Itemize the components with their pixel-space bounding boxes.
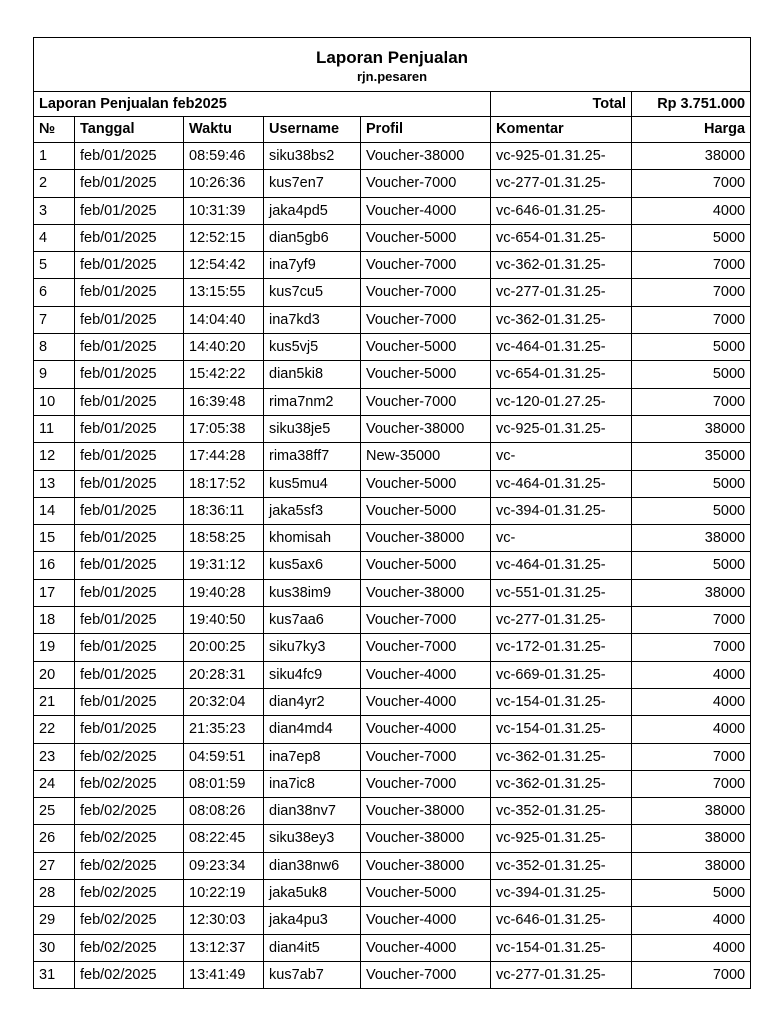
row-number: 12 [34, 443, 75, 470]
row-profile: Voucher-7000 [361, 306, 491, 333]
row-date: feb/01/2025 [75, 607, 184, 634]
table-row [34, 907, 751, 934]
table-row [34, 143, 751, 170]
row-price: 5000 [632, 361, 751, 388]
row-date: feb/01/2025 [75, 716, 184, 743]
row-time: 18:17:52 [184, 470, 264, 497]
row-date: feb/01/2025 [75, 688, 184, 715]
row-profile: Voucher-7000 [361, 607, 491, 634]
row-time: 18:36:11 [184, 497, 264, 524]
row-comment: vc-277-01.31.25- [491, 961, 632, 988]
row-username: dian5gb6 [264, 224, 361, 251]
row-time: 12:52:15 [184, 224, 264, 251]
row-comment: vc-654-01.31.25- [491, 224, 632, 251]
row-price: 4000 [632, 661, 751, 688]
row-profile: Voucher-38000 [361, 798, 491, 825]
table-row [34, 688, 751, 715]
row-profile: Voucher-38000 [361, 852, 491, 879]
row-date: feb/02/2025 [75, 852, 184, 879]
row-username: jaka5sf3 [264, 497, 361, 524]
row-username: dian38nw6 [264, 852, 361, 879]
row-date: feb/01/2025 [75, 579, 184, 606]
row-number: 27 [34, 852, 75, 879]
report-total-value: Rp 3.751.000 [632, 92, 751, 117]
table-row [34, 306, 751, 333]
row-price: 38000 [632, 525, 751, 552]
row-price: 7000 [632, 961, 751, 988]
row-price: 4000 [632, 197, 751, 224]
row-profile: Voucher-4000 [361, 934, 491, 961]
column-header-time: Waktu [184, 117, 264, 143]
column-header-username: Username [264, 117, 361, 143]
report-title-cell [34, 38, 751, 92]
row-time: 15:42:22 [184, 361, 264, 388]
table-row [34, 279, 751, 306]
row-time: 04:59:51 [184, 743, 264, 770]
row-date: feb/02/2025 [75, 743, 184, 770]
row-price: 35000 [632, 443, 751, 470]
column-header-date: Tanggal [75, 117, 184, 143]
row-date: feb/01/2025 [75, 661, 184, 688]
row-comment: vc-154-01.31.25- [491, 716, 632, 743]
row-comment: vc-172-01.31.25- [491, 634, 632, 661]
row-username: kus7cu5 [264, 279, 361, 306]
row-price: 7000 [632, 388, 751, 415]
sales-report-table [33, 37, 751, 989]
row-username: siku38bs2 [264, 143, 361, 170]
row-date: feb/02/2025 [75, 880, 184, 907]
table-row [34, 716, 751, 743]
row-username: ina7ep8 [264, 743, 361, 770]
row-comment: vc-362-01.31.25- [491, 743, 632, 770]
row-date: feb/01/2025 [75, 197, 184, 224]
table-row [34, 852, 751, 879]
row-time: 19:31:12 [184, 552, 264, 579]
row-number: 17 [34, 579, 75, 606]
row-username: rima38ff7 [264, 443, 361, 470]
row-time: 16:39:48 [184, 388, 264, 415]
column-header-number: № [34, 117, 75, 143]
row-comment: vc-646-01.31.25- [491, 907, 632, 934]
row-username: kus7ab7 [264, 961, 361, 988]
row-comment: vc-464-01.31.25- [491, 552, 632, 579]
row-time: 14:40:20 [184, 334, 264, 361]
table-row [34, 334, 751, 361]
row-number: 26 [34, 825, 75, 852]
row-time: 10:22:19 [184, 880, 264, 907]
row-profile: Voucher-5000 [361, 334, 491, 361]
row-profile: Voucher-7000 [361, 170, 491, 197]
row-time: 12:54:42 [184, 252, 264, 279]
row-date: feb/01/2025 [75, 279, 184, 306]
row-comment: vc-464-01.31.25- [491, 470, 632, 497]
row-price: 38000 [632, 579, 751, 606]
row-profile: New-35000 [361, 443, 491, 470]
row-time: 08:01:59 [184, 770, 264, 797]
row-time: 14:04:40 [184, 306, 264, 333]
report-summary-row [34, 92, 751, 117]
row-profile: Voucher-7000 [361, 388, 491, 415]
row-date: feb/01/2025 [75, 361, 184, 388]
report-total-label: Total [491, 92, 632, 117]
row-comment: vc-277-01.31.25- [491, 607, 632, 634]
row-profile: Voucher-7000 [361, 279, 491, 306]
row-date: feb/01/2025 [75, 525, 184, 552]
row-time: 19:40:28 [184, 579, 264, 606]
row-date: feb/01/2025 [75, 143, 184, 170]
row-profile: Voucher-4000 [361, 907, 491, 934]
row-comment: vc-362-01.31.25- [491, 770, 632, 797]
row-date: feb/02/2025 [75, 798, 184, 825]
row-username: dian4yr2 [264, 688, 361, 715]
row-time: 13:12:37 [184, 934, 264, 961]
row-profile: Voucher-4000 [361, 661, 491, 688]
row-username: dian4md4 [264, 716, 361, 743]
row-comment: vc-154-01.31.25- [491, 934, 632, 961]
row-date: feb/01/2025 [75, 252, 184, 279]
row-number: 28 [34, 880, 75, 907]
row-username: kus5mu4 [264, 470, 361, 497]
row-profile: Voucher-5000 [361, 552, 491, 579]
row-profile: Voucher-38000 [361, 579, 491, 606]
row-price: 38000 [632, 825, 751, 852]
row-price: 38000 [632, 852, 751, 879]
row-comment: vc-362-01.31.25- [491, 306, 632, 333]
row-time: 08:22:45 [184, 825, 264, 852]
row-username: kus5ax6 [264, 552, 361, 579]
row-number: 29 [34, 907, 75, 934]
row-comment: vc-925-01.31.25- [491, 415, 632, 442]
row-username: kus7aa6 [264, 607, 361, 634]
row-number: 9 [34, 361, 75, 388]
table-row [34, 470, 751, 497]
row-date: feb/01/2025 [75, 306, 184, 333]
row-number: 16 [34, 552, 75, 579]
row-time: 21:35:23 [184, 716, 264, 743]
row-date: feb/01/2025 [75, 634, 184, 661]
row-date: feb/01/2025 [75, 224, 184, 251]
row-number: 1 [34, 143, 75, 170]
table-row [34, 415, 751, 442]
row-date: feb/02/2025 [75, 825, 184, 852]
row-username: ina7yf9 [264, 252, 361, 279]
row-price: 38000 [632, 798, 751, 825]
row-username: dian38nv7 [264, 798, 361, 825]
row-comment: vc-277-01.31.25- [491, 279, 632, 306]
table-row [34, 798, 751, 825]
row-price: 38000 [632, 415, 751, 442]
row-time: 13:15:55 [184, 279, 264, 306]
row-date: feb/01/2025 [75, 443, 184, 470]
row-comment: vc- [491, 443, 632, 470]
row-comment: vc-551-01.31.25- [491, 579, 632, 606]
row-comment: vc-154-01.31.25- [491, 688, 632, 715]
row-time: 17:05:38 [184, 415, 264, 442]
table-row [34, 252, 751, 279]
row-number: 7 [34, 306, 75, 333]
row-profile: Voucher-7000 [361, 770, 491, 797]
row-price: 7000 [632, 170, 751, 197]
row-profile: Voucher-7000 [361, 252, 491, 279]
row-price: 4000 [632, 907, 751, 934]
table-row [34, 607, 751, 634]
row-date: feb/01/2025 [75, 334, 184, 361]
row-comment: vc-362-01.31.25- [491, 252, 632, 279]
table-row [34, 388, 751, 415]
table-row [34, 224, 751, 251]
row-number: 15 [34, 525, 75, 552]
row-date: feb/01/2025 [75, 415, 184, 442]
row-comment: vc-669-01.31.25- [491, 661, 632, 688]
table-row [34, 552, 751, 579]
row-comment: vc-925-01.31.25- [491, 825, 632, 852]
row-time: 18:58:25 [184, 525, 264, 552]
row-username: jaka4pd5 [264, 197, 361, 224]
row-comment: vc-646-01.31.25- [491, 197, 632, 224]
table-row [34, 197, 751, 224]
row-username: siku38ey3 [264, 825, 361, 852]
row-username: kus7en7 [264, 170, 361, 197]
row-profile: Voucher-38000 [361, 825, 491, 852]
table-row [34, 525, 751, 552]
column-header-price: Harga [632, 117, 751, 143]
table-row [34, 170, 751, 197]
row-date: feb/01/2025 [75, 388, 184, 415]
row-number: 22 [34, 716, 75, 743]
row-time: 08:59:46 [184, 143, 264, 170]
row-price: 4000 [632, 934, 751, 961]
row-date: feb/01/2025 [75, 170, 184, 197]
row-comment: vc-394-01.31.25- [491, 497, 632, 524]
row-profile: Voucher-4000 [361, 716, 491, 743]
row-comment: vc-925-01.31.25- [491, 143, 632, 170]
row-time: 13:41:49 [184, 961, 264, 988]
row-price: 7000 [632, 770, 751, 797]
row-username: rima7nm2 [264, 388, 361, 415]
row-number: 13 [34, 470, 75, 497]
table-row [34, 743, 751, 770]
column-header-profile: Profil [361, 117, 491, 143]
row-price: 5000 [632, 552, 751, 579]
row-comment: vc-277-01.31.25- [491, 170, 632, 197]
table-row [34, 579, 751, 606]
row-comment: vc-464-01.31.25- [491, 334, 632, 361]
row-time: 09:23:34 [184, 852, 264, 879]
row-number: 10 [34, 388, 75, 415]
column-header-comment: Komentar [491, 117, 632, 143]
row-number: 18 [34, 607, 75, 634]
row-username: ina7kd3 [264, 306, 361, 333]
row-comment: vc-394-01.31.25- [491, 880, 632, 907]
row-username: ina7ic8 [264, 770, 361, 797]
row-time: 08:08:26 [184, 798, 264, 825]
row-price: 7000 [632, 252, 751, 279]
row-time: 17:44:28 [184, 443, 264, 470]
row-time: 19:40:50 [184, 607, 264, 634]
row-number: 20 [34, 661, 75, 688]
row-username: jaka4pu3 [264, 907, 361, 934]
row-number: 31 [34, 961, 75, 988]
row-date: feb/02/2025 [75, 907, 184, 934]
row-number: 6 [34, 279, 75, 306]
row-profile: Voucher-38000 [361, 525, 491, 552]
row-price: 5000 [632, 880, 751, 907]
row-time: 10:26:36 [184, 170, 264, 197]
row-profile: Voucher-7000 [361, 743, 491, 770]
row-date: feb/01/2025 [75, 497, 184, 524]
row-profile: Voucher-5000 [361, 361, 491, 388]
row-price: 38000 [632, 143, 751, 170]
row-username: kus5vj5 [264, 334, 361, 361]
row-time: 12:30:03 [184, 907, 264, 934]
row-profile: Voucher-5000 [361, 470, 491, 497]
row-price: 7000 [632, 607, 751, 634]
report-title-row [34, 38, 751, 92]
row-number: 11 [34, 415, 75, 442]
row-price: 5000 [632, 470, 751, 497]
row-number: 24 [34, 770, 75, 797]
row-profile: Voucher-5000 [361, 224, 491, 251]
row-profile: Voucher-38000 [361, 143, 491, 170]
row-date: feb/01/2025 [75, 470, 184, 497]
row-number: 5 [34, 252, 75, 279]
row-price: 4000 [632, 716, 751, 743]
row-number: 2 [34, 170, 75, 197]
row-date: feb/02/2025 [75, 770, 184, 797]
row-number: 21 [34, 688, 75, 715]
row-number: 30 [34, 934, 75, 961]
table-row [34, 880, 751, 907]
report-subtitle: rjn.pesaren [356, 68, 428, 84]
row-number: 19 [34, 634, 75, 661]
row-profile: Voucher-7000 [361, 634, 491, 661]
row-price: 4000 [632, 688, 751, 715]
row-profile: Voucher-5000 [361, 880, 491, 907]
row-username: siku38je5 [264, 415, 361, 442]
row-date: feb/02/2025 [75, 961, 184, 988]
row-comment: vc-352-01.31.25- [491, 798, 632, 825]
row-profile: Voucher-4000 [361, 688, 491, 715]
row-price: 7000 [632, 634, 751, 661]
row-time: 20:28:31 [184, 661, 264, 688]
row-username: siku7ky3 [264, 634, 361, 661]
row-time: 20:00:25 [184, 634, 264, 661]
row-username: kus38im9 [264, 579, 361, 606]
row-comment: vc-654-01.31.25- [491, 361, 632, 388]
row-date: feb/01/2025 [75, 552, 184, 579]
row-price: 5000 [632, 334, 751, 361]
row-username: siku4fc9 [264, 661, 361, 688]
row-profile: Voucher-7000 [361, 961, 491, 988]
table-row [34, 934, 751, 961]
row-price: 5000 [632, 497, 751, 524]
table-row [34, 770, 751, 797]
report-period-label: Laporan Penjualan feb2025 [34, 92, 491, 117]
row-price: 7000 [632, 306, 751, 333]
row-username: khomisah [264, 525, 361, 552]
row-number: 25 [34, 798, 75, 825]
row-number: 3 [34, 197, 75, 224]
table-row [34, 634, 751, 661]
row-number: 23 [34, 743, 75, 770]
row-number: 4 [34, 224, 75, 251]
sales-report-sheet [33, 37, 750, 989]
row-username: dian4it5 [264, 934, 361, 961]
table-row [34, 443, 751, 470]
column-header-row [34, 117, 751, 143]
row-profile: Voucher-4000 [361, 197, 491, 224]
row-number: 8 [34, 334, 75, 361]
row-price: 7000 [632, 743, 751, 770]
table-row [34, 361, 751, 388]
report-title: Laporan Penjualan [315, 47, 469, 67]
table-row [34, 497, 751, 524]
row-comment: vc- [491, 525, 632, 552]
row-time: 10:31:39 [184, 197, 264, 224]
row-profile: Voucher-38000 [361, 415, 491, 442]
row-profile: Voucher-5000 [361, 497, 491, 524]
row-username: jaka5uk8 [264, 880, 361, 907]
row-price: 7000 [632, 279, 751, 306]
table-row [34, 825, 751, 852]
sales-rows [34, 143, 751, 989]
row-comment: vc-120-01.27.25- [491, 388, 632, 415]
row-comment: vc-352-01.31.25- [491, 852, 632, 879]
row-time: 20:32:04 [184, 688, 264, 715]
row-date: feb/02/2025 [75, 934, 184, 961]
row-username: dian5ki8 [264, 361, 361, 388]
row-number: 14 [34, 497, 75, 524]
table-row [34, 961, 751, 988]
table-row [34, 661, 751, 688]
row-price: 5000 [632, 224, 751, 251]
